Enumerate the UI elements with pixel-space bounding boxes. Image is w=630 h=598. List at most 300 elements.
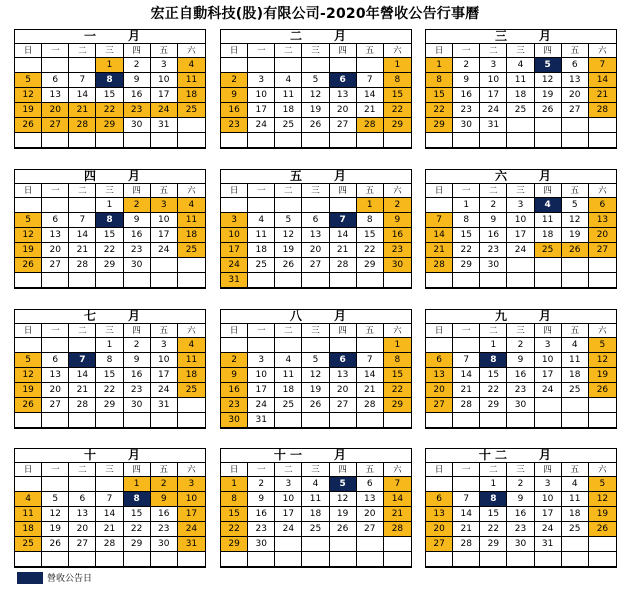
empty-cell	[96, 552, 123, 567]
weekday-label: 四	[535, 463, 562, 477]
weekday-label: 二	[69, 184, 96, 198]
day-cell: 30	[453, 118, 480, 133]
weekday-row	[221, 44, 411, 58]
day-cell: 26	[15, 398, 42, 413]
day-cell: 12	[589, 353, 616, 368]
weekday-label: 四	[330, 44, 357, 58]
day-cell: 21	[453, 383, 480, 398]
day-cell: 8	[96, 213, 123, 228]
day-cell: 9	[124, 73, 151, 88]
day-cell: 22	[453, 243, 480, 258]
day-cell: 17	[248, 103, 275, 118]
empty-cell	[275, 552, 302, 567]
day-cell: 10	[535, 353, 562, 368]
day-cell: 17	[535, 507, 562, 522]
weekday-label: 六	[384, 44, 411, 58]
day-cell: 5	[15, 353, 42, 368]
day-cell: 20	[302, 243, 329, 258]
day-cell: 18	[275, 383, 302, 398]
empty-cell	[453, 338, 480, 353]
weekday-label: 二	[69, 324, 96, 338]
day-cell: 16	[384, 228, 411, 243]
weekday-label: 六	[178, 463, 205, 477]
day-cell: 6	[42, 353, 69, 368]
day-cell: 22	[480, 522, 507, 537]
day-cell: 18	[535, 228, 562, 243]
day-cell: 21	[384, 507, 411, 522]
weekday-label: 四	[535, 44, 562, 58]
day-cell: 4	[302, 477, 329, 492]
empty-cell	[15, 198, 42, 213]
day-cell: 23	[507, 383, 534, 398]
day-cell: 3	[480, 58, 507, 73]
day-grid	[426, 198, 616, 288]
empty-cell	[275, 198, 302, 213]
empty-cell	[96, 413, 123, 428]
month-header	[221, 449, 411, 463]
day-grid	[15, 477, 205, 567]
empty-cell	[221, 198, 248, 213]
day-cell: 16	[151, 507, 178, 522]
empty-cell	[507, 413, 534, 428]
empty-cell	[42, 133, 69, 148]
day-cell: 9	[124, 213, 151, 228]
empty-cell	[42, 338, 69, 353]
weekday-label: 日	[426, 44, 453, 58]
day-cell: 23	[124, 243, 151, 258]
day-cell: 10	[151, 353, 178, 368]
day-cell: 2	[507, 477, 534, 492]
month-name: 四	[83, 169, 96, 183]
day-cell: 28	[453, 398, 480, 413]
day-cell: 2	[507, 338, 534, 353]
empty-cell	[151, 258, 178, 273]
empty-cell	[15, 413, 42, 428]
weekday-label: 一	[42, 184, 69, 198]
empty-cell	[330, 537, 357, 552]
weekday-label: 一	[453, 324, 480, 338]
day-cell: 23	[480, 243, 507, 258]
day-cell: 25	[507, 103, 534, 118]
month-header	[221, 170, 411, 184]
empty-cell	[357, 273, 384, 288]
day-cell: 9	[480, 213, 507, 228]
day-cell: 9	[507, 353, 534, 368]
day-cell: 30	[507, 398, 534, 413]
weekday-label: 日	[426, 184, 453, 198]
empty-cell	[178, 398, 205, 413]
day-cell: 26	[330, 522, 357, 537]
day-cell: 23	[151, 522, 178, 537]
day-cell: 27	[69, 537, 96, 552]
day-cell: 30	[248, 537, 275, 552]
day-cell: 11	[535, 213, 562, 228]
day-cell: 17	[151, 368, 178, 383]
weekday-label: 二	[480, 184, 507, 198]
day-cell: 2	[453, 58, 480, 73]
empty-cell	[42, 552, 69, 567]
empty-cell	[302, 198, 329, 213]
day-cell: 10	[178, 492, 205, 507]
empty-cell	[124, 552, 151, 567]
day-cell: 29	[384, 118, 411, 133]
empty-cell	[357, 338, 384, 353]
day-cell: 9	[221, 88, 248, 103]
day-cell: 31	[535, 537, 562, 552]
empty-cell	[507, 133, 534, 148]
day-cell: 14	[69, 228, 96, 243]
weekday-label: 四	[535, 324, 562, 338]
empty-cell	[42, 58, 69, 73]
empty-cell	[248, 552, 275, 567]
day-cell: 28	[69, 398, 96, 413]
day-cell: 17	[275, 507, 302, 522]
day-cell: 15	[124, 507, 151, 522]
month-header	[15, 310, 205, 324]
day-cell: 27	[330, 398, 357, 413]
day-cell: 24	[507, 243, 534, 258]
empty-cell	[384, 133, 411, 148]
empty-cell	[453, 133, 480, 148]
day-cell: 11	[302, 492, 329, 507]
day-cell: 16	[507, 507, 534, 522]
weekday-label: 五	[562, 324, 589, 338]
empty-cell	[178, 133, 205, 148]
day-cell: 16	[507, 368, 534, 383]
day-cell: 1	[96, 338, 123, 353]
day-cell: 7	[330, 213, 357, 228]
day-cell: 26	[15, 118, 42, 133]
day-cell: 31	[178, 537, 205, 552]
day-cell: 24	[151, 103, 178, 118]
month-name: 九	[494, 309, 507, 323]
month-header	[426, 310, 616, 324]
weekday-label: 二	[480, 44, 507, 58]
empty-cell	[221, 338, 248, 353]
day-cell: 20	[42, 103, 69, 118]
empty-cell	[562, 273, 589, 288]
weekday-label: 三	[96, 184, 123, 198]
empty-cell	[178, 552, 205, 567]
day-grid	[426, 338, 616, 428]
month-block	[220, 29, 412, 149]
day-cell: 27	[426, 398, 453, 413]
empty-cell	[426, 552, 453, 567]
empty-cell	[357, 58, 384, 73]
day-cell: 6	[330, 73, 357, 88]
day-cell: 28	[96, 537, 123, 552]
day-cell: 20	[69, 522, 96, 537]
day-cell: 4	[178, 198, 205, 213]
weekday-label: 一	[42, 44, 69, 58]
day-cell: 26	[562, 243, 589, 258]
day-cell: 29	[96, 118, 123, 133]
day-cell: 20	[330, 103, 357, 118]
day-cell: 17	[248, 383, 275, 398]
day-cell: 8	[453, 213, 480, 228]
day-cell: 16	[248, 507, 275, 522]
day-cell: 25	[178, 103, 205, 118]
day-cell: 21	[330, 243, 357, 258]
empty-cell	[330, 552, 357, 567]
day-cell: 19	[589, 507, 616, 522]
day-cell: 25	[562, 522, 589, 537]
weekday-label: 二	[275, 184, 302, 198]
day-cell: 13	[330, 368, 357, 383]
empty-cell	[562, 413, 589, 428]
day-cell: 23	[384, 243, 411, 258]
weekday-label: 五	[357, 463, 384, 477]
day-cell: 22	[480, 383, 507, 398]
empty-cell	[69, 273, 96, 288]
weekday-row	[221, 463, 411, 477]
empty-cell	[589, 552, 616, 567]
day-cell: 8	[480, 353, 507, 368]
day-cell: 10	[151, 73, 178, 88]
empty-cell	[302, 537, 329, 552]
day-cell: 7	[384, 477, 411, 492]
weekday-label: 六	[589, 184, 616, 198]
weekday-label: 三	[302, 184, 329, 198]
weekday-label: 六	[589, 324, 616, 338]
day-cell: 19	[330, 507, 357, 522]
day-cell: 28	[357, 398, 384, 413]
weekday-label: 二	[69, 463, 96, 477]
weekday-label: 一	[248, 463, 275, 477]
day-cell: 18	[562, 507, 589, 522]
day-cell: 13	[562, 73, 589, 88]
month-block	[425, 309, 617, 429]
day-cell: 22	[124, 522, 151, 537]
day-cell: 1	[480, 477, 507, 492]
weekday-label: 三	[302, 324, 329, 338]
day-cell: 27	[589, 243, 616, 258]
weekday-label: 四	[124, 184, 151, 198]
weekday-label: 五	[357, 184, 384, 198]
day-cell: 10	[480, 73, 507, 88]
day-cell: 28	[69, 118, 96, 133]
day-cell: 24	[480, 103, 507, 118]
day-cell: 5	[302, 353, 329, 368]
month-char: 月	[127, 169, 140, 183]
month-name: 十	[83, 448, 96, 462]
month-char: 月	[333, 169, 346, 183]
day-cell: 30	[151, 537, 178, 552]
day-cell: 24	[221, 258, 248, 273]
month-block	[14, 29, 206, 149]
empty-cell	[42, 198, 69, 213]
empty-cell	[426, 338, 453, 353]
empty-cell	[69, 338, 96, 353]
day-cell: 19	[42, 522, 69, 537]
empty-cell	[453, 552, 480, 567]
weekday-label: 一	[453, 463, 480, 477]
empty-cell	[426, 133, 453, 148]
day-cell: 6	[426, 492, 453, 507]
empty-cell	[151, 273, 178, 288]
empty-cell	[480, 273, 507, 288]
day-cell: 25	[275, 398, 302, 413]
day-cell: 1	[221, 477, 248, 492]
month-name: 十 二	[478, 448, 507, 462]
day-cell: 18	[562, 368, 589, 383]
day-cell: 14	[589, 73, 616, 88]
empty-cell	[480, 413, 507, 428]
day-cell: 1	[124, 477, 151, 492]
day-cell: 21	[357, 383, 384, 398]
empty-cell	[221, 552, 248, 567]
empty-cell	[589, 413, 616, 428]
day-cell: 6	[589, 198, 616, 213]
day-cell: 20	[42, 243, 69, 258]
day-cell: 2	[124, 198, 151, 213]
empty-cell	[562, 258, 589, 273]
day-cell: 16	[221, 103, 248, 118]
empty-cell	[384, 273, 411, 288]
day-cell: 24	[535, 383, 562, 398]
day-cell: 18	[507, 88, 534, 103]
day-cell: 15	[96, 228, 123, 243]
empty-cell	[357, 552, 384, 567]
weekday-label: 二	[275, 44, 302, 58]
day-cell: 4	[178, 338, 205, 353]
day-grid	[221, 338, 411, 428]
day-cell: 30	[384, 258, 411, 273]
month-name: 七	[83, 309, 96, 323]
day-cell: 12	[15, 368, 42, 383]
day-cell: 7	[426, 213, 453, 228]
day-cell: 8	[96, 353, 123, 368]
day-cell: 21	[589, 88, 616, 103]
day-cell: 5	[330, 477, 357, 492]
day-cell: 4	[562, 477, 589, 492]
day-cell: 30	[124, 258, 151, 273]
day-cell: 5	[589, 477, 616, 492]
weekday-label: 六	[589, 44, 616, 58]
day-cell: 2	[221, 73, 248, 88]
day-cell: 3	[535, 477, 562, 492]
day-cell: 30	[221, 413, 248, 428]
day-cell: 16	[124, 368, 151, 383]
day-cell: 29	[426, 118, 453, 133]
empty-cell	[69, 133, 96, 148]
weekday-label: 日	[426, 324, 453, 338]
day-cell: 25	[275, 118, 302, 133]
day-grid	[221, 58, 411, 148]
empty-cell	[302, 413, 329, 428]
day-cell: 17	[221, 243, 248, 258]
day-cell: 6	[302, 213, 329, 228]
empty-cell	[275, 133, 302, 148]
day-cell: 9	[384, 213, 411, 228]
empty-cell	[589, 273, 616, 288]
day-cell: 3	[248, 353, 275, 368]
day-grid	[426, 58, 616, 148]
day-cell: 29	[96, 258, 123, 273]
day-cell: 23	[124, 103, 151, 118]
empty-cell	[15, 133, 42, 148]
empty-cell	[453, 273, 480, 288]
month-char: 月	[333, 309, 346, 323]
day-cell: 31	[221, 273, 248, 288]
day-cell: 27	[357, 522, 384, 537]
day-cell: 14	[330, 228, 357, 243]
day-cell: 13	[69, 507, 96, 522]
weekday-label: 四	[330, 184, 357, 198]
day-cell: 3	[178, 477, 205, 492]
day-cell: 22	[426, 103, 453, 118]
empty-cell	[275, 413, 302, 428]
weekday-row	[15, 44, 205, 58]
weekday-label: 四	[330, 324, 357, 338]
day-cell: 8	[96, 73, 123, 88]
day-cell: 25	[15, 537, 42, 552]
day-cell: 11	[562, 492, 589, 507]
day-cell: 16	[221, 383, 248, 398]
day-cell: 15	[453, 228, 480, 243]
weekday-label: 五	[562, 184, 589, 198]
day-cell: 7	[453, 492, 480, 507]
empty-cell	[453, 413, 480, 428]
empty-cell	[535, 552, 562, 567]
day-cell: 5	[535, 58, 562, 73]
day-cell: 20	[357, 507, 384, 522]
day-cell: 11	[178, 353, 205, 368]
day-cell: 7	[69, 73, 96, 88]
empty-cell	[275, 338, 302, 353]
weekday-row	[15, 184, 205, 198]
day-cell: 15	[357, 228, 384, 243]
day-cell: 8	[221, 492, 248, 507]
weekday-label: 二	[480, 324, 507, 338]
day-cell: 12	[330, 492, 357, 507]
weekday-label: 四	[124, 44, 151, 58]
month-header	[221, 310, 411, 324]
day-cell: 13	[42, 88, 69, 103]
day-cell: 1	[384, 338, 411, 353]
month-char: 月	[127, 309, 140, 323]
weekday-label: 四	[124, 324, 151, 338]
day-cell: 13	[589, 213, 616, 228]
day-cell: 28	[384, 522, 411, 537]
weekday-label: 六	[178, 184, 205, 198]
day-cell: 5	[275, 213, 302, 228]
empty-cell	[330, 413, 357, 428]
day-cell: 21	[426, 243, 453, 258]
month-block	[425, 448, 617, 568]
day-cell: 4	[507, 58, 534, 73]
day-cell: 29	[480, 398, 507, 413]
empty-cell	[357, 413, 384, 428]
weekday-label: 六	[384, 463, 411, 477]
empty-cell	[151, 133, 178, 148]
month-block	[14, 169, 206, 289]
month-block	[425, 29, 617, 149]
day-cell: 2	[480, 198, 507, 213]
weekday-label: 五	[151, 324, 178, 338]
day-cell: 22	[96, 383, 123, 398]
day-cell: 17	[480, 88, 507, 103]
month-char: 月	[127, 448, 140, 462]
day-cell: 24	[178, 522, 205, 537]
month-header	[426, 170, 616, 184]
day-cell: 3	[535, 338, 562, 353]
day-cell: 29	[221, 537, 248, 552]
day-cell: 13	[42, 228, 69, 243]
empty-cell	[221, 133, 248, 148]
empty-cell	[426, 413, 453, 428]
weekday-label: 六	[384, 184, 411, 198]
